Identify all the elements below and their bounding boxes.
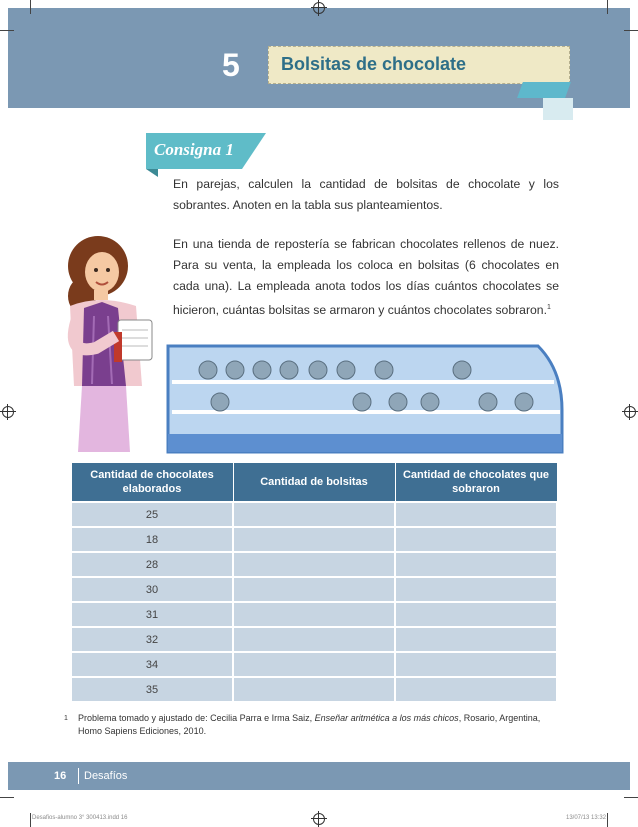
footnote-body — [78, 712, 564, 738]
neck — [94, 290, 108, 300]
problem-text: En una tienda de repostería se fabrican chocolates rellenos de nuez. Para su venta, la empleada los coloca en bolsitas (6 chocolates en cada una). La empleada anota todos los días cuántos chocolates se hicieron, cuántas bolsitas se armaron y cuántos chocolates sobraron. — [173, 237, 559, 318]
chocolate-display-case — [162, 340, 568, 456]
header-chocolates-left: Cantidad de chocolates que sobraron — [395, 463, 557, 503]
table-row — [71, 552, 557, 577]
notepad — [118, 320, 152, 360]
pants — [78, 386, 130, 452]
table-header-row — [71, 463, 557, 503]
lesson-number: 5 — [222, 47, 240, 83]
print-slug-left: Desafios-alumno 3° 300413.indd 16 — [32, 815, 128, 821]
chocolate-bag — [515, 393, 533, 411]
footnote — [64, 712, 564, 738]
bags-cell[interactable] — [233, 552, 395, 577]
page-number: 16 — [54, 770, 67, 782]
crop-mark — [30, 0, 31, 14]
chocolates-made-cell: 31 — [71, 602, 233, 627]
leftover-cell[interactable] — [395, 527, 557, 552]
decorative-ribbon — [517, 82, 571, 98]
chocolates-made-cell: 35 — [71, 677, 233, 702]
chocolates-made-cell: 25 — [71, 502, 233, 527]
footnote-reference: 1 — [546, 304, 551, 311]
table-row — [71, 602, 557, 627]
footnote-text-before: Problema tomado y ajustado de: Cecilia Parra e Irma Saiz, — [78, 713, 315, 723]
bags-cell[interactable] — [233, 627, 395, 652]
chocolate-bag — [337, 361, 355, 379]
crop-mark — [0, 797, 14, 798]
print-slug-right: 13/07/13 13:32 — [566, 815, 607, 821]
bags-cell[interactable] — [233, 502, 395, 527]
registration-mark-icon — [313, 2, 325, 14]
registration-mark-icon — [313, 813, 325, 825]
registration-mark-icon — [624, 406, 636, 418]
table-row — [71, 527, 557, 552]
employee-illustration — [56, 236, 166, 456]
chocolate-bag — [309, 361, 327, 379]
chocolate-bag — [280, 361, 298, 379]
leftover-cell[interactable] — [395, 502, 557, 527]
table-row — [71, 627, 557, 652]
footer-label: Desafíos — [84, 770, 128, 782]
decorative-ribbon-light — [543, 98, 573, 120]
chocolate-bag — [421, 393, 439, 411]
header-chocolates-made: Cantidad de chocolates elaborados — [71, 463, 233, 503]
chocolates-made-cell: 32 — [71, 627, 233, 652]
chocolate-bag — [226, 361, 244, 379]
registration-mark-icon — [2, 406, 14, 418]
crop-mark — [30, 813, 31, 827]
chocolate-bag — [479, 393, 497, 411]
consigna-tag-fold — [146, 169, 158, 177]
chocolates-made-cell: 34 — [71, 652, 233, 677]
table-row — [71, 652, 557, 677]
table-row — [71, 577, 557, 602]
leftover-cell[interactable] — [395, 602, 557, 627]
crop-mark — [607, 0, 608, 14]
leftover-cell[interactable] — [395, 652, 557, 677]
leftover-cell[interactable] — [395, 577, 557, 602]
leftover-cell[interactable] — [395, 627, 557, 652]
chocolate-bag — [199, 361, 217, 379]
footnote-book-title: Enseñar aritmética a los más chicos — [314, 713, 459, 723]
crop-mark — [607, 813, 608, 827]
chocolate-bag — [375, 361, 393, 379]
bags-cell[interactable] — [233, 602, 395, 627]
leftover-cell[interactable] — [395, 552, 557, 577]
page-title: Bolsitas de chocolate — [281, 54, 467, 74]
problem-paragraph — [173, 234, 559, 321]
eye-left — [94, 268, 98, 272]
bags-cell[interactable] — [233, 677, 395, 702]
crop-mark — [624, 797, 638, 798]
title-box — [268, 46, 570, 84]
face — [85, 252, 119, 292]
bags-cell[interactable] — [233, 527, 395, 552]
crop-mark — [0, 30, 14, 31]
case-base — [168, 434, 562, 452]
chocolate-bag — [389, 393, 407, 411]
footer-separator — [78, 768, 79, 784]
footnote-text-after: , Rosario, Argentina, Homo Sapiens Ediciones, 2010. — [78, 713, 541, 736]
chocolate-bag — [253, 361, 271, 379]
crop-mark — [624, 30, 638, 31]
table-row — [71, 677, 557, 702]
consigna-label: Consigna 1 — [154, 140, 234, 159]
header-bags: Cantidad de bolsitas — [233, 463, 395, 503]
footnote-mark: 1 — [64, 715, 68, 722]
chocolate-bag — [453, 361, 471, 379]
chocolates-made-cell: 28 — [71, 552, 233, 577]
chocolates-made-cell: 18 — [71, 527, 233, 552]
table-row — [71, 502, 557, 527]
bags-cell[interactable] — [233, 577, 395, 602]
leftover-cell[interactable] — [395, 677, 557, 702]
chocolate-table — [70, 462, 558, 703]
consigna-tag — [146, 133, 266, 169]
chocolate-bag — [353, 393, 371, 411]
eye-right — [106, 268, 110, 272]
chocolate-bag — [211, 393, 229, 411]
bags-cell[interactable] — [233, 652, 395, 677]
instruction-paragraph: En parejas, calculen la cantidad de bolsitas de chocolate y los sobrantes. Anoten en la tabla sus planteamientos. — [173, 177, 559, 212]
chocolates-made-cell: 30 — [71, 577, 233, 602]
